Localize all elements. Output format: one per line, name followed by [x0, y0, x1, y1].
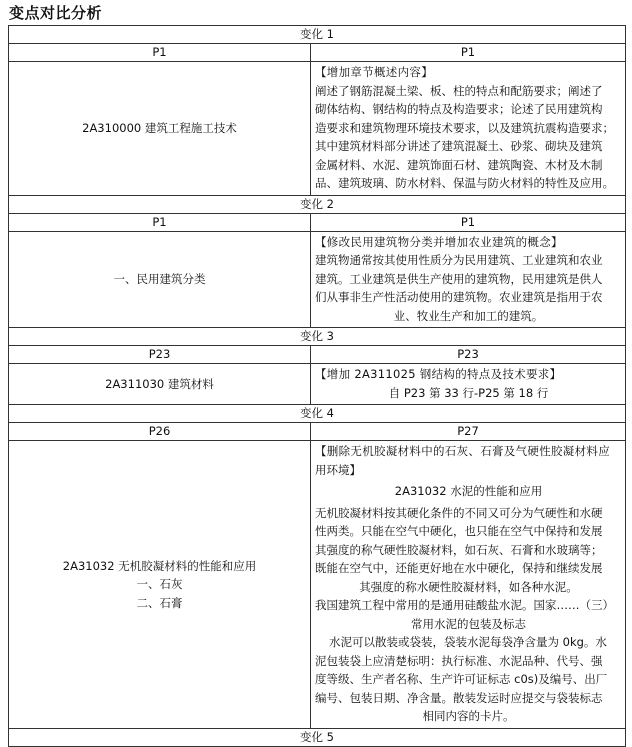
section-header: 变化 4	[9, 405, 626, 423]
content-row	[9, 441, 626, 729]
text-line: 建筑。工业建筑是供生产使用的建筑物，民用建筑是供人	[315, 271, 603, 286]
page-row	[9, 423, 626, 441]
section-header-row	[9, 195, 626, 213]
right-page-label: P1	[311, 213, 626, 231]
right-content	[311, 441, 626, 729]
right-content	[311, 364, 626, 405]
right-page-label: P27	[311, 423, 626, 441]
page-title: 变点对比分析	[9, 4, 103, 22]
change-tag: 【增加 2A311025 钢结构的特点及技术要求】	[315, 367, 562, 381]
section-header: 变化 5	[9, 728, 626, 746]
left-text-line: 一、民用建筑分类	[113, 272, 206, 286]
left-page-label: P1	[9, 44, 311, 62]
text-line: 造要求和建筑物理环境技术要求，以及建筑抗震构造要求；	[315, 120, 614, 135]
section-header-row	[9, 26, 626, 44]
text-line: 度等级、生产者名称、生产许可证标志 c0s)及编号、出厂	[315, 672, 608, 686]
section-header-row	[9, 405, 626, 423]
left-text-line: 2A310000 建筑工程施工技术	[82, 121, 237, 135]
page-row	[9, 213, 626, 231]
section-header: 变化 2	[9, 195, 626, 213]
text-line: 其强度的称气硬性胶凝材料，如石灰、石膏和水玻璃等；	[315, 542, 603, 557]
left-content	[9, 62, 311, 196]
left-content	[9, 364, 311, 405]
change-tag: 【增加章节概述内容】	[315, 65, 433, 79]
text-line: 性两类。只能在空气中硬化，也只能在空气中保持和发展	[315, 524, 603, 538]
right-page-label: P1	[311, 44, 626, 62]
text-line: 水泥可以散装或袋装，袋装水泥每袋净含量为 0kg。水	[329, 635, 607, 649]
text-line: 建筑物通常按其使用性质分为民用建筑、工业建筑和农业	[315, 253, 603, 267]
text-line: 品、建筑玻璃、防水材料、保温与防火材料的特性及应用。	[315, 176, 614, 190]
left-text-line: 2A311030 建筑材料	[105, 376, 214, 391]
content-row	[9, 364, 626, 405]
right-content	[311, 62, 626, 196]
text-line: 我国建筑工程中常用的是通用硅酸盐水泥。国家……（三）	[315, 598, 614, 612]
left-page-label: P1	[9, 213, 311, 231]
content-row	[9, 231, 626, 328]
text-line: 泥包装袋上应清楚标明：执行标准、水泥品种、代号、强	[315, 653, 603, 668]
text-line: 编号、包装日期、净含量。散装发运时应提交与袋装标志	[315, 690, 603, 705]
section-header-row	[9, 328, 626, 346]
text-line: 常用水泥的包装及标志	[411, 616, 526, 631]
text-line: 们从事非生产性活动使用的建筑物。农业建筑是指用于农	[315, 290, 603, 304]
text-line: 业、牧业生产和加工的建筑。	[393, 308, 544, 323]
text-line: 其中建筑材料部分讲述了建筑混凝土、砂浆、砌块及建筑	[315, 139, 603, 153]
text-line: 无机胶凝材料按其硬化条件的不同又可分为气硬性和水硬	[315, 505, 603, 520]
page-row	[9, 346, 626, 364]
text-line: 用环境】	[315, 462, 361, 477]
text-line: 相同内容的卡片。	[422, 709, 515, 723]
text-line: 砌体结构、钢结构的特点及构造要求；论述了民用建筑构	[315, 102, 603, 116]
left-page-label: P23	[9, 346, 311, 364]
left-text-line: 一、石灰	[136, 577, 183, 591]
change-tag: 【删除无机胶凝材料中的石灰、石膏及气硬性胶凝材料应	[315, 444, 610, 458]
left-content	[9, 231, 311, 328]
page-row	[9, 44, 626, 62]
text-line: 其强度的称水硬性胶凝材料，如各种水泥。	[359, 579, 578, 594]
right-page-label: P23	[311, 346, 626, 364]
subsection-heading: 2A31032 水泥的性能和应用	[394, 484, 543, 498]
comparison-table	[8, 25, 626, 747]
right-content	[311, 231, 626, 328]
section-header-row	[9, 728, 626, 746]
section-header: 变化 3	[9, 328, 626, 346]
text-line: 自 P23 第 33 行-P25 第 18 行	[388, 385, 549, 400]
section-header: 变化 1	[9, 26, 626, 44]
left-text-line: 二、石膏	[136, 595, 183, 610]
text-line: 既能在空气中，还能更好地在水中硬化，保持和继续发展	[315, 561, 603, 575]
text-line: 阐述了钢筋混凝土梁、板、柱的特点和配筋要求；阐述了	[315, 83, 603, 98]
left-text-line: 2A31032 无机胶凝材料的性能和应用	[62, 558, 257, 573]
left-page-label: P26	[9, 423, 311, 441]
content-row	[9, 62, 626, 196]
text-line: 金属材料、水泥、建筑饰面石材、建筑陶瓷、木材及木制	[315, 157, 603, 172]
left-content	[9, 441, 311, 729]
change-tag: 【修改民用建筑物分类并增加农业建筑的概念】	[315, 234, 563, 249]
